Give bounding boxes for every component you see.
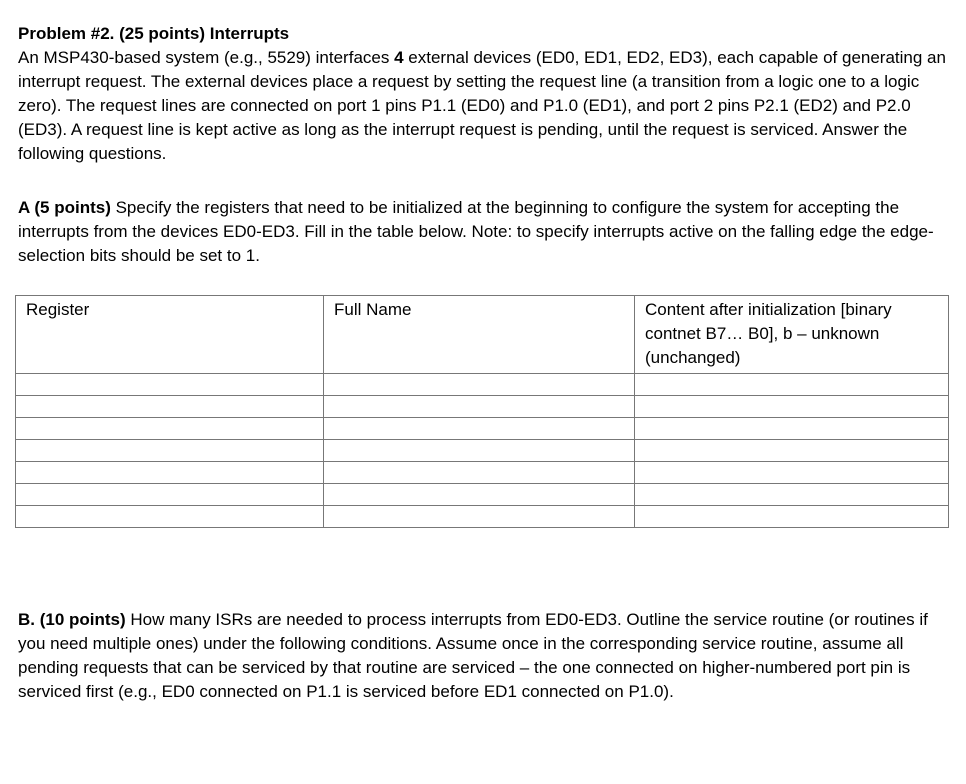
table-row bbox=[16, 484, 949, 506]
register-cell[interactable] bbox=[16, 440, 324, 462]
problem-section bbox=[18, 22, 953, 166]
intro-text-start: An MSP430-based system (e.g., 5529) interfaces bbox=[18, 48, 395, 67]
problem-intro bbox=[18, 46, 953, 166]
full-name-cell[interactable] bbox=[324, 484, 635, 506]
part-b-section bbox=[18, 608, 953, 704]
content-cell[interactable] bbox=[635, 418, 949, 440]
part-b-text: How many ISRs are needed to process interrupts from ED0-ED3. Outline the service routine (or routines if you need multiple ones) under the following conditions. Assume once in the corresponding service routine, assume all pending requests that can be serviced by that routine are serviced – the one connected on higher-numbered port pin is serviced first (e.g., ED0 connected on P1.1 is serviced before ED1 connected on P1.0). bbox=[18, 610, 928, 701]
header-full-name: Full Name bbox=[324, 296, 635, 374]
register-cell[interactable] bbox=[16, 418, 324, 440]
content-cell[interactable] bbox=[635, 440, 949, 462]
content-cell[interactable] bbox=[635, 374, 949, 396]
register-cell[interactable] bbox=[16, 462, 324, 484]
part-b-label: B. (10 points) bbox=[18, 610, 126, 629]
content-cell[interactable] bbox=[635, 396, 949, 418]
content-cell[interactable] bbox=[635, 484, 949, 506]
register-cell[interactable] bbox=[16, 506, 324, 528]
register-cell[interactable] bbox=[16, 374, 324, 396]
table-row bbox=[16, 418, 949, 440]
table-row bbox=[16, 506, 949, 528]
full-name-cell[interactable] bbox=[324, 396, 635, 418]
device-count: 4 bbox=[394, 48, 404, 67]
content-cell[interactable] bbox=[635, 462, 949, 484]
table-row bbox=[16, 396, 949, 418]
part-a-section bbox=[18, 196, 953, 268]
full-name-cell[interactable] bbox=[324, 418, 635, 440]
full-name-cell[interactable] bbox=[324, 374, 635, 396]
full-name-cell[interactable] bbox=[324, 506, 635, 528]
full-name-cell[interactable] bbox=[324, 462, 635, 484]
register-table bbox=[15, 295, 949, 528]
register-cell[interactable] bbox=[16, 396, 324, 418]
intro-text-end: external devices (ED0, ED1, ED2, ED3), each capable of generating an interrupt request. The external devices place a request by setting the request line (a transition from a logic one to a logic zero). The request lines are connected on port 1 pins P1.1 (ED0) and P1.0 (ED1), and port 2 pins P2.1 (ED2) and P2.0 (ED3). A request line is kept active as long as the interrupt request is pending, until the request is serviced. Answer the following questions. bbox=[18, 48, 946, 163]
part-a-label: A (5 points) bbox=[18, 198, 111, 217]
problem-title: Problem #2. (25 points) Interrupts bbox=[18, 24, 290, 43]
header-register: Register bbox=[16, 296, 324, 374]
table-row bbox=[16, 374, 949, 396]
table-row bbox=[16, 462, 949, 484]
header-content: Content after initialization [binary contnet B7… B0], b – unknown (unchanged) bbox=[635, 296, 949, 374]
register-cell[interactable] bbox=[16, 484, 324, 506]
table-header-row bbox=[16, 296, 949, 374]
part-a-text: Specify the registers that need to be initialized at the beginning to configure the system for accepting the interrupts from the devices ED0-ED3. Fill in the table below. Note: to specify interrupts active on the falling edge the edge-selection bits should be set to 1. bbox=[18, 198, 934, 265]
table-row bbox=[16, 440, 949, 462]
content-cell[interactable] bbox=[635, 506, 949, 528]
full-name-cell[interactable] bbox=[324, 440, 635, 462]
